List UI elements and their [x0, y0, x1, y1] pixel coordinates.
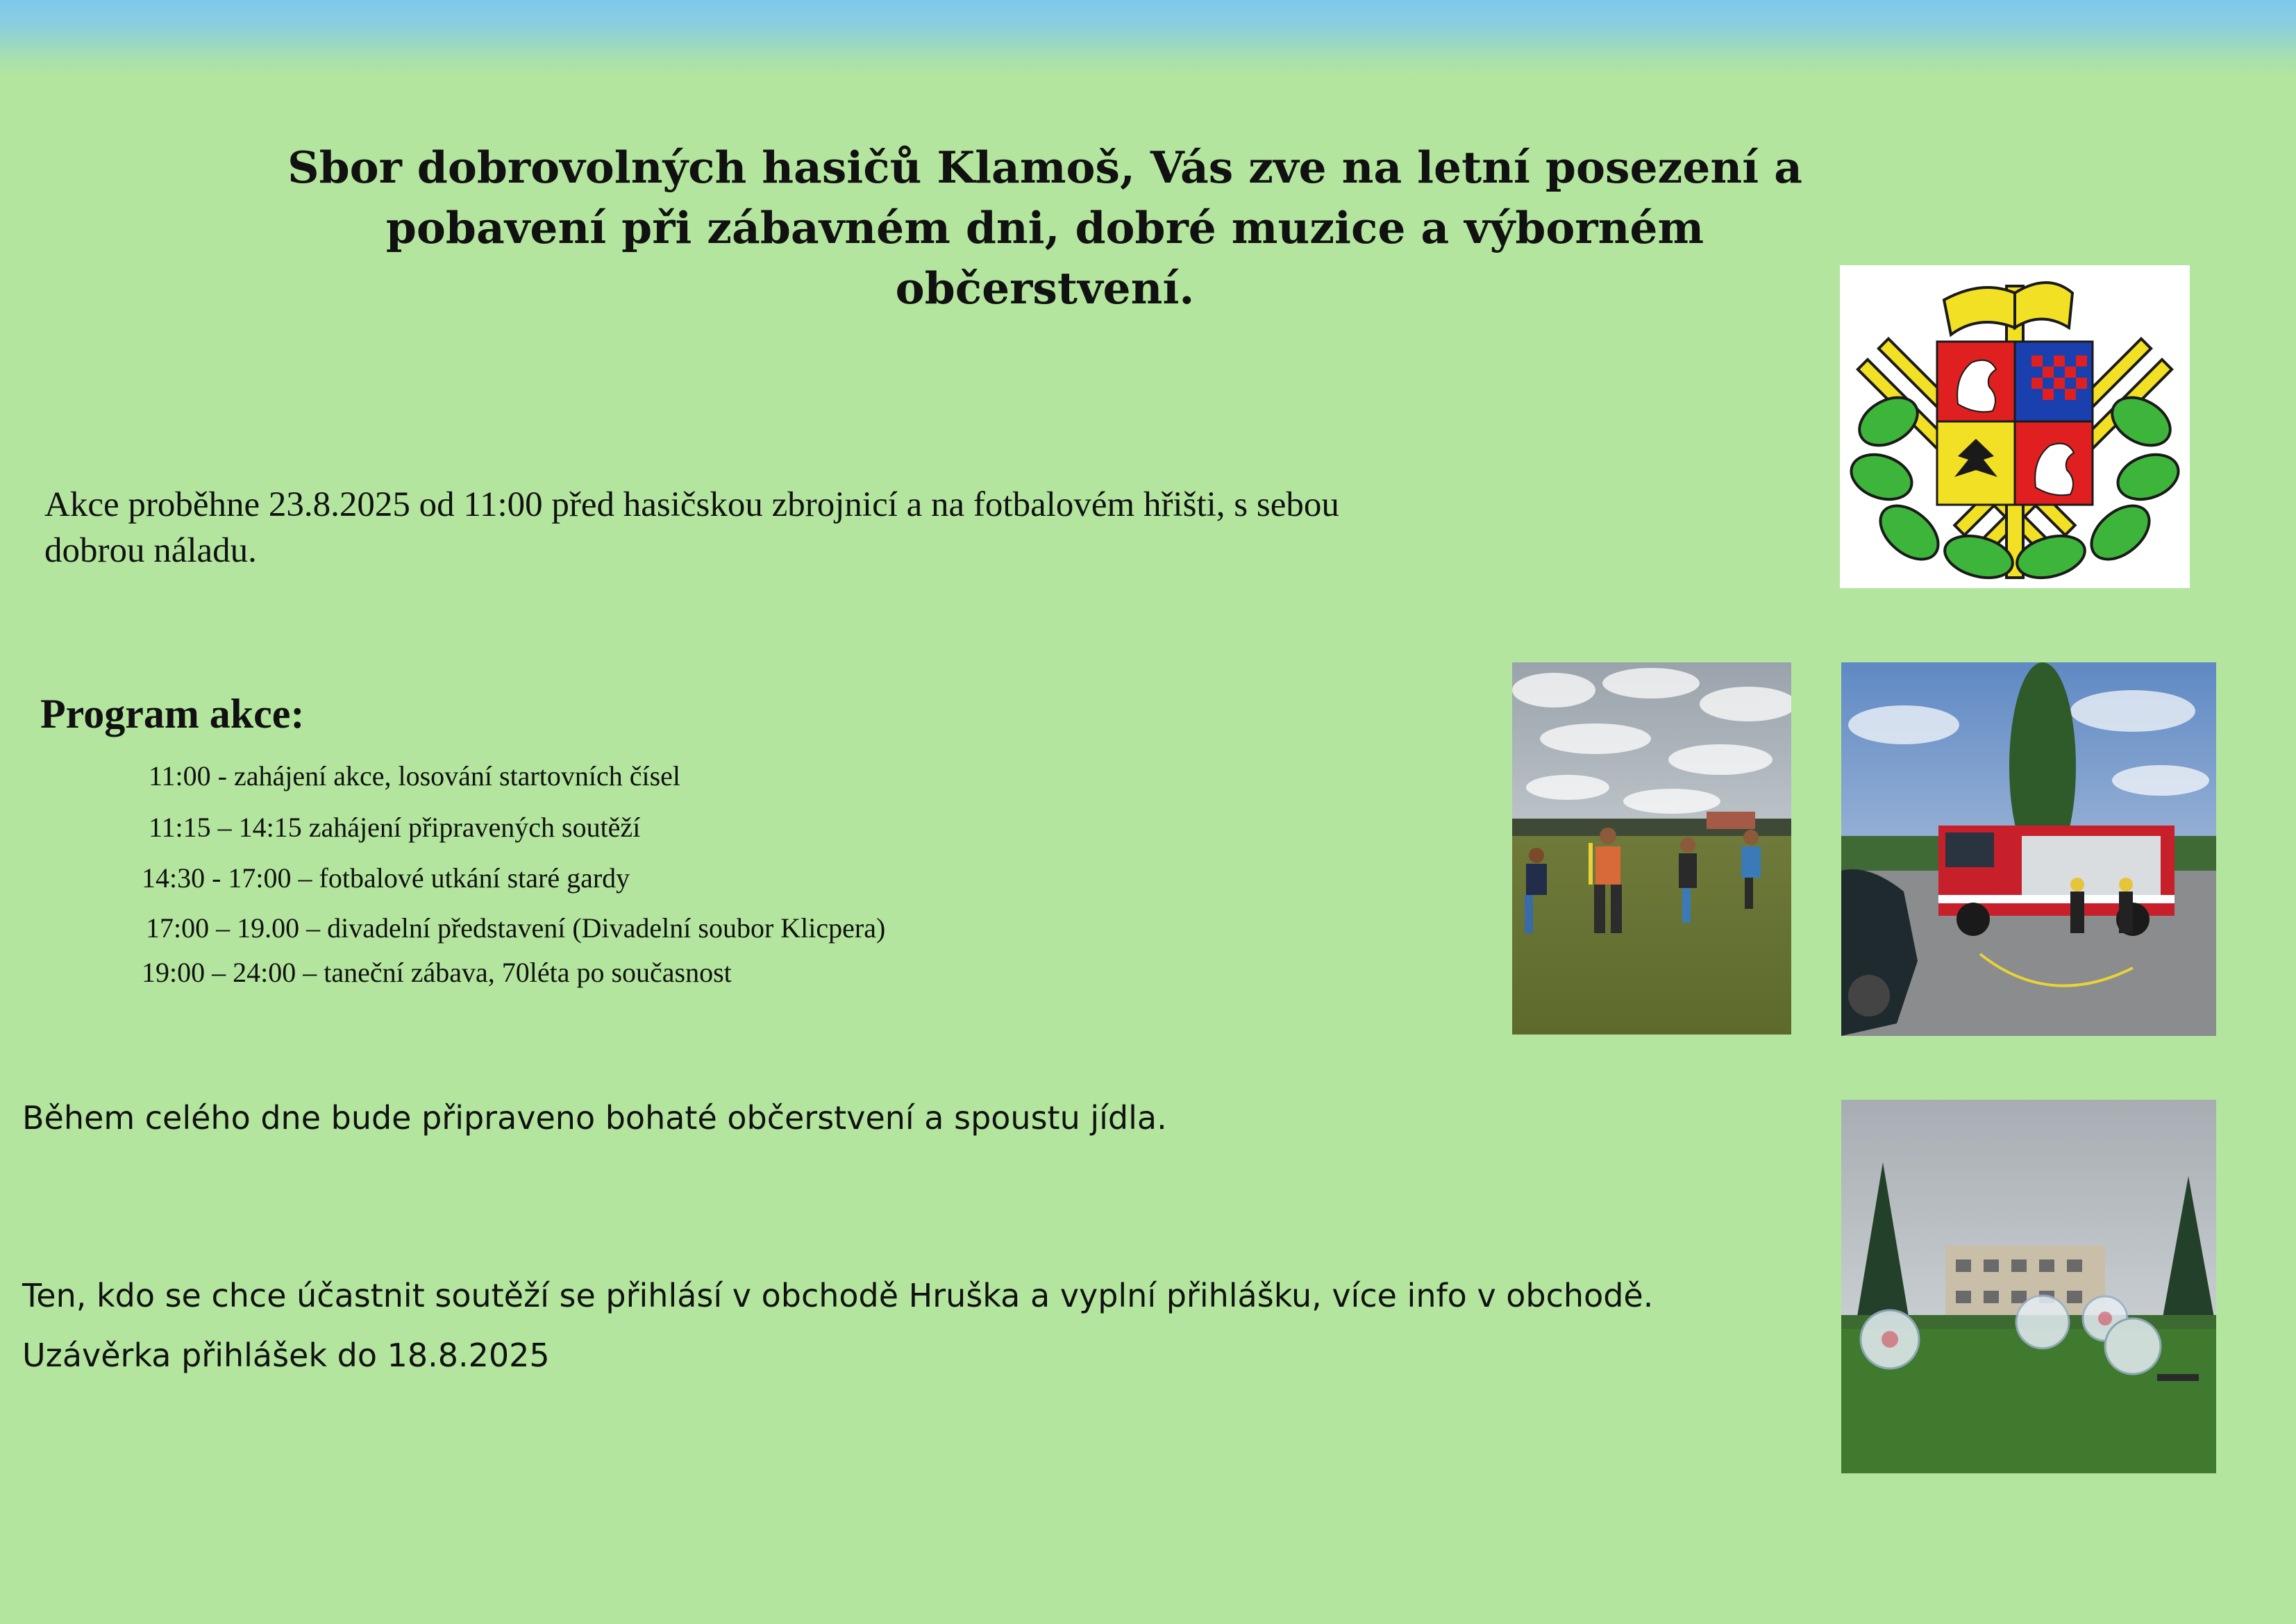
photo-bubble-football [1841, 1100, 2216, 1473]
program-item: 11:15 – 14:15 zahájení připravených soutěží [149, 812, 641, 843]
program-heading: Program akce: [40, 691, 305, 737]
title-line: občerstvení. [895, 262, 1195, 314]
program-item: 11:00 - zahájení akce, losování startovních čísel [149, 760, 681, 792]
title-line: Sbor dobrovolných hasičů Klamoš, Vás zve na letní posezení a [287, 142, 1802, 193]
sky-gradient-band [0, 0, 2296, 76]
program-item: 14:30 - 17:00 – fotbalové utkání staré gardy [142, 862, 630, 894]
intro-line: Akce proběhne 23.8.2025 od 11:00 před hasičskou zbrojnicí a na fotbalovém hřišti, s sebou [44, 485, 1339, 524]
registration-deadline: Uzávěrka přihlášek do 18.8.2025 [22, 1337, 550, 1374]
title-line: pobavení při zábavném dni, dobré muzice a výborném [385, 202, 1704, 253]
firefighter-emblem-icon [1840, 265, 2190, 588]
program-item: 17:00 – 19.00 – divadelní představení (Divadelní soubor Klicpera) [146, 912, 886, 944]
intro-line: dobrou náladu. [44, 531, 257, 570]
event-intro [44, 482, 1572, 574]
registration-text: Ten, kdo se chce účastnit soutěží se přihlásí v obchodě Hruška a vyplní přihlášku, více info v obchodě. [22, 1277, 1654, 1314]
photo-football-game [1512, 662, 1791, 1035]
program-item: 19:00 – 24:00 – taneční zábava, 70léta po současnost [142, 957, 732, 988]
refreshments-text: Během celého dne bude připraveno bohaté občerstvení a spoustu jídla. [22, 1099, 1167, 1137]
photo-fire-truck [1841, 662, 2216, 1036]
invitation-title [278, 137, 1812, 319]
